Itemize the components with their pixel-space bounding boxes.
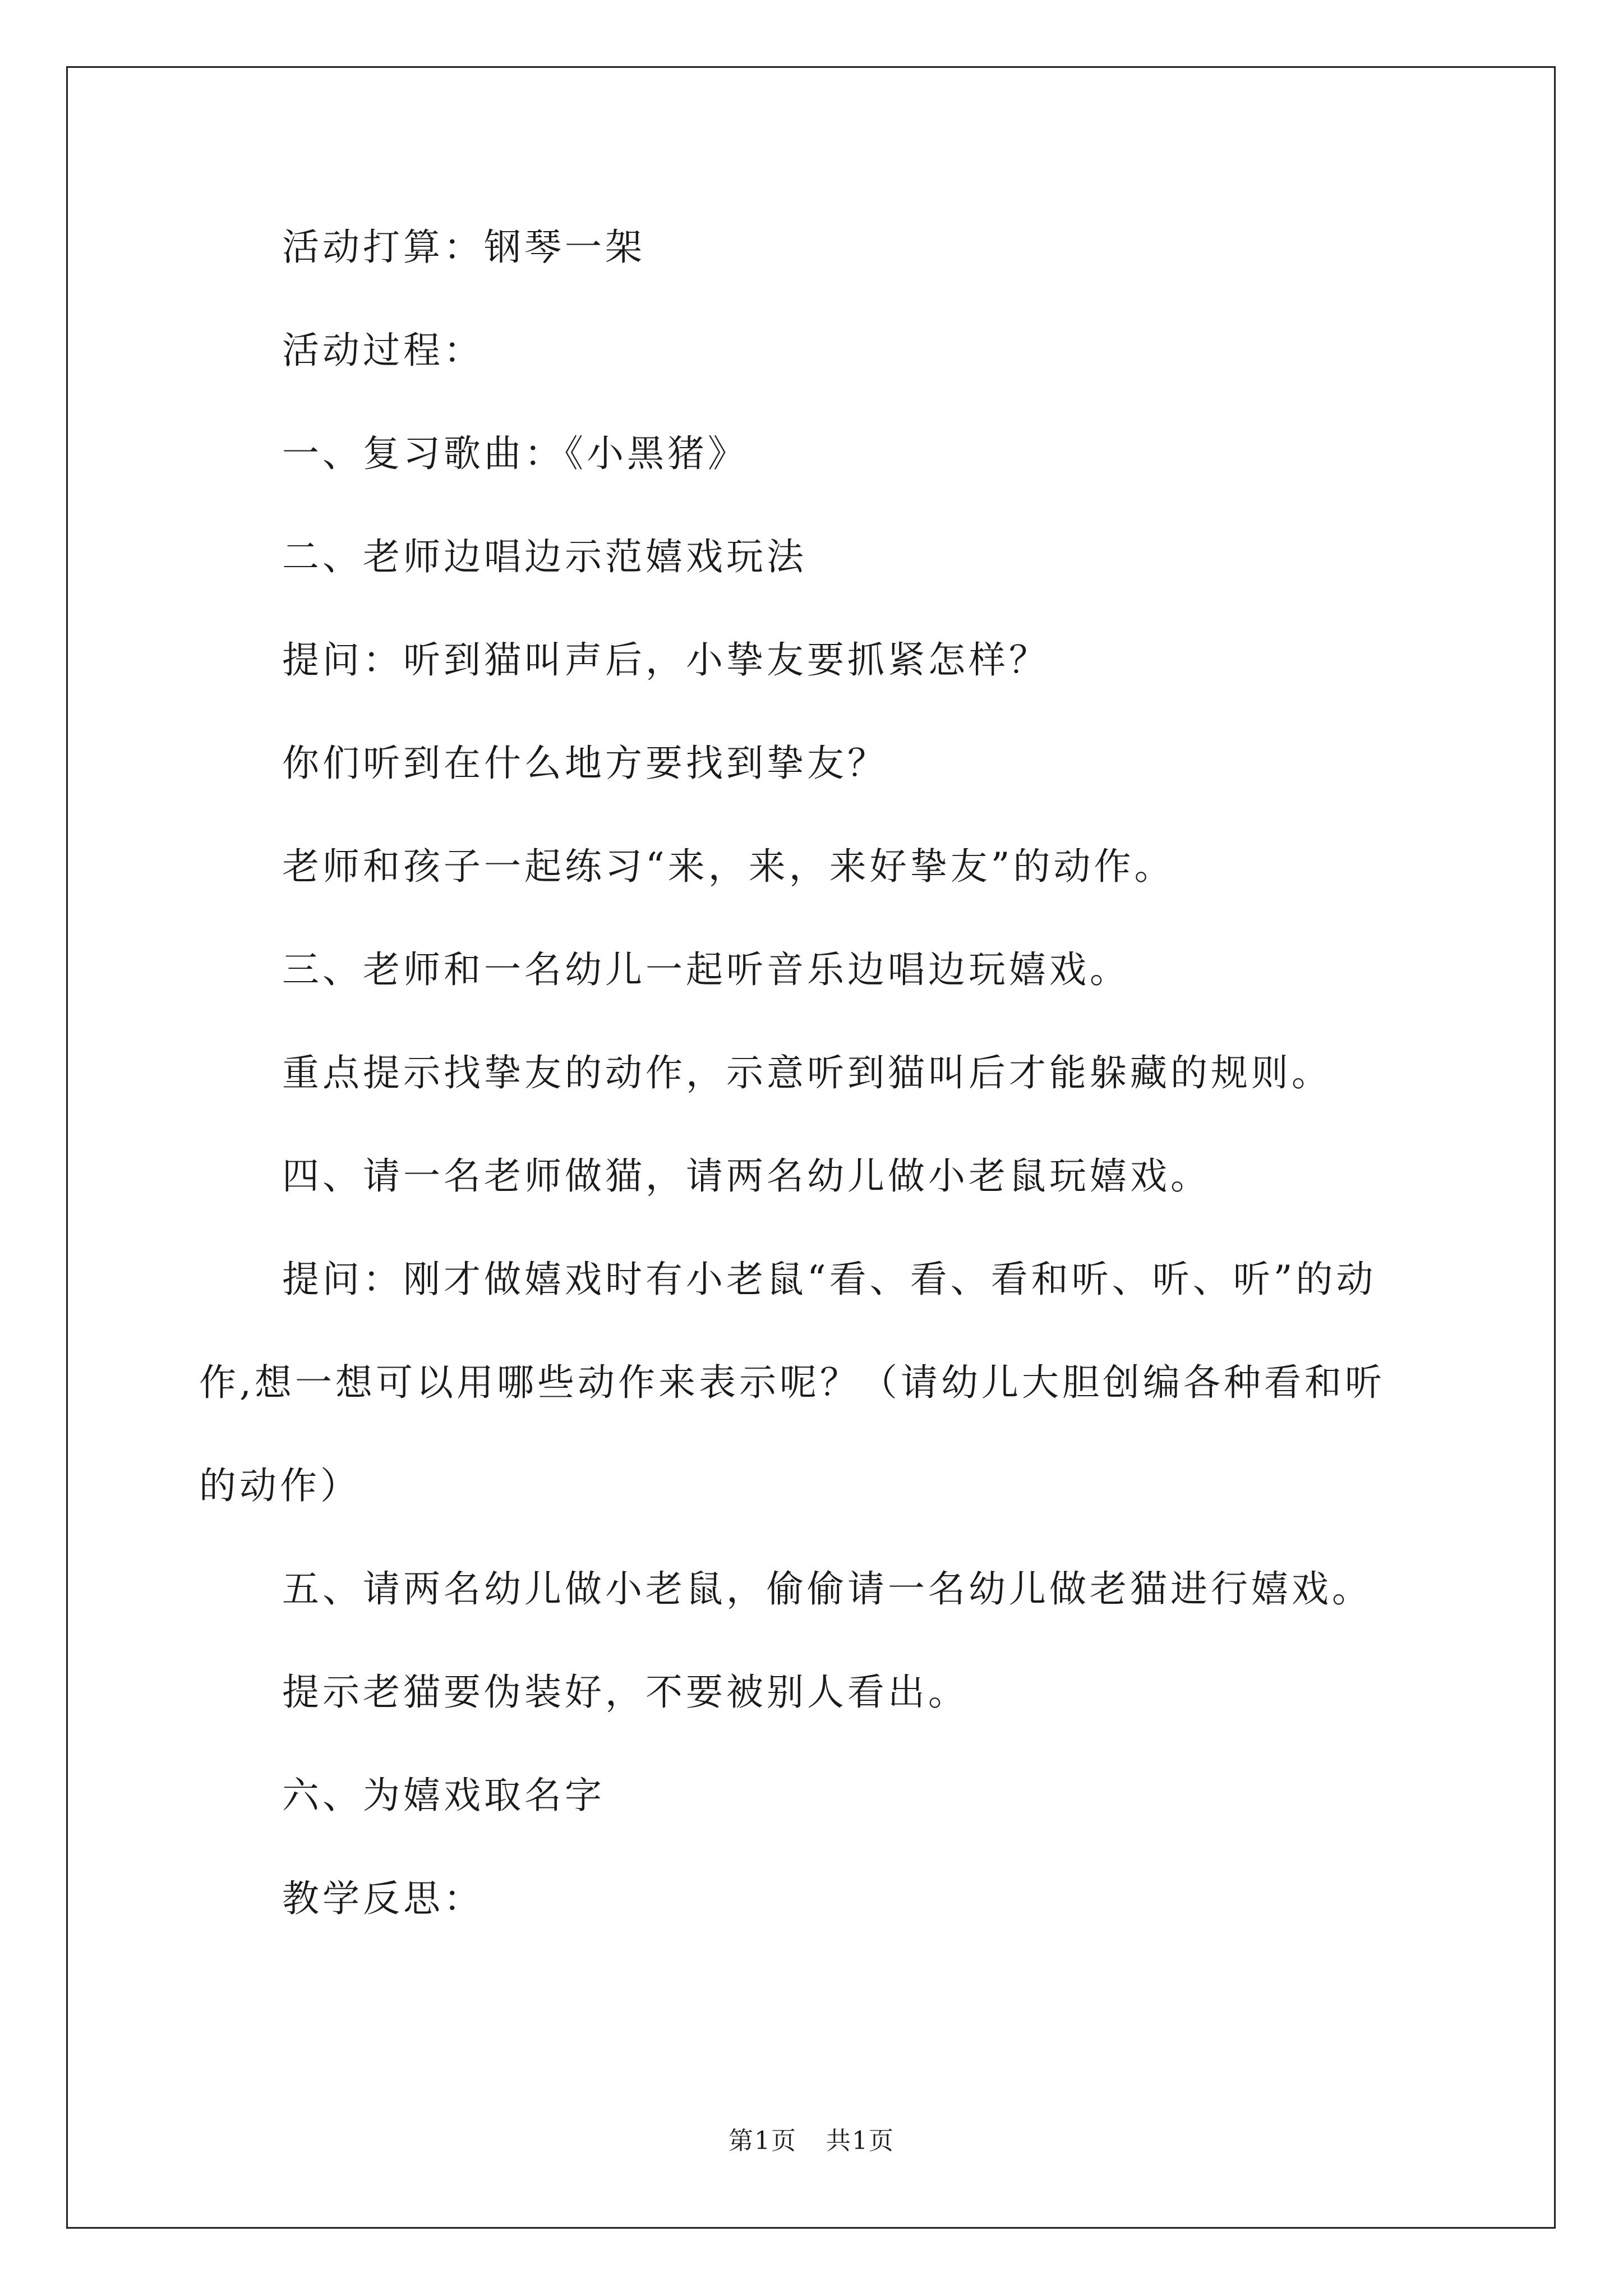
paragraph-question-2: 你们听到在什么地方要找到挚友？: [282, 742, 888, 785]
page-number-total: 共1页: [826, 2127, 895, 2155]
paragraph-reflection: 教学反思：: [282, 1877, 484, 1920]
paragraph-step-5: 五、请两名幼儿做小老鼠，偷偷请一名幼儿做老猫进行嬉戏。: [282, 1567, 1372, 1611]
paragraph-preparation: 活动打算：钢琴一架: [282, 226, 645, 269]
paragraph-step-6: 六、为嬉戏取名字: [282, 1774, 605, 1817]
document-body: [199, 222, 1424, 1976]
paragraph-hint: 提示老猫要伪装好，不要被别人看出。: [282, 1671, 969, 1714]
paragraph-practice: 老师和孩子一起练习“来，来，来好挚友”的动作。: [282, 845, 1175, 888]
paragraph-question-1: 提问：听到猫叫声后，小挚友要抓紧怎样？: [282, 638, 1049, 682]
paragraph-process-heading: 活动过程：: [282, 329, 484, 372]
page-footer: [0, 2120, 1623, 2156]
paragraph-step-1: 一、复习歌曲：《小黑猪》: [282, 432, 748, 475]
page-number-current: 第1页: [728, 2127, 797, 2155]
paragraph-step-4: 四、请一名老师做猫，请两名幼儿做小老鼠玩嬉戏。: [282, 1154, 1211, 1198]
paragraph-step-3: 三、老师和一名幼儿一起听音乐边唱边玩嬉戏。: [282, 948, 1130, 991]
paragraph-key-point: 重点提示找挚友的动作，示意听到猫叫后才能躲藏的规则。: [282, 1051, 1332, 1094]
paragraph-question-3: 提问：刚才做嬉戏时有小老鼠“看、看、看和听、听、听”的动作,想一想可以用哪些动作来表示呢？（请幼儿大胆创编各种看和听的动作）: [199, 1258, 1385, 1507]
paragraph-step-2: 二、老师边唱边示范嬉戏玩法: [282, 535, 807, 578]
